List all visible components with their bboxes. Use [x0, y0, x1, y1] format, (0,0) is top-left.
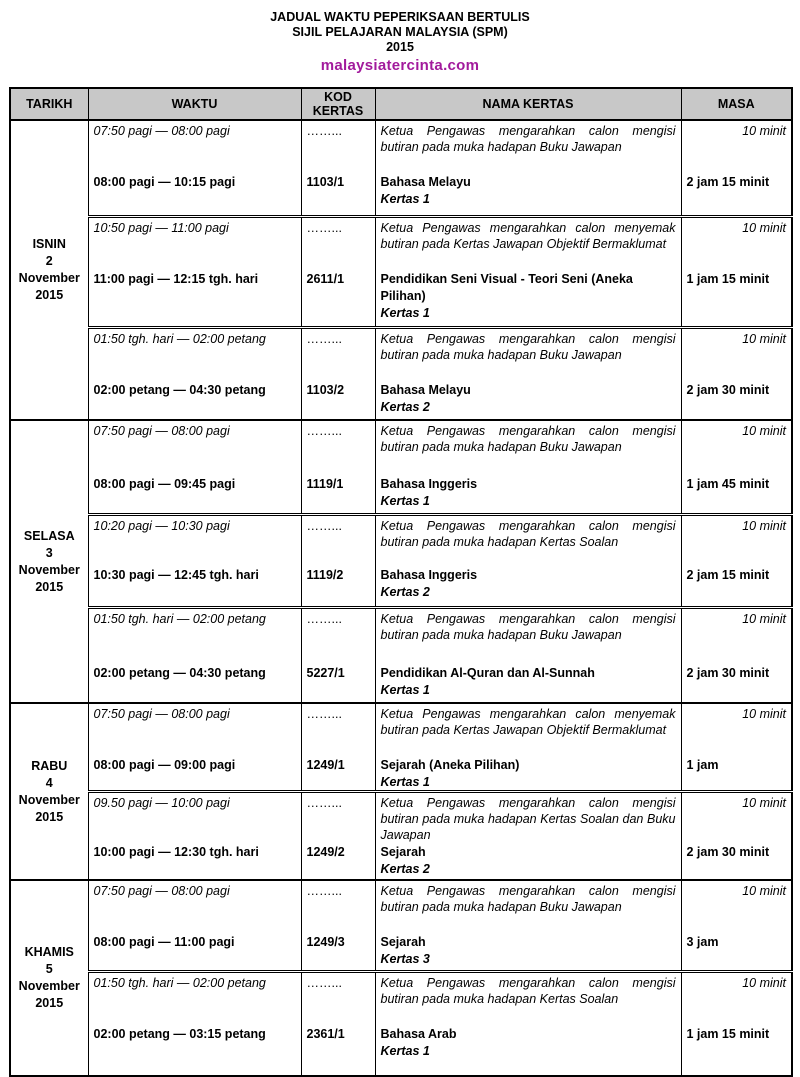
time-cell [88, 972, 301, 1077]
code-cell [301, 792, 375, 881]
paper-cell-content [376, 121, 681, 215]
time-value: 11:00 pagi — 12:15 tgh. hari [93, 272, 259, 286]
paper-title [376, 1026, 681, 1060]
code-cell-content [302, 121, 375, 215]
subject-name: Pendidikan Al-Quran dan Al-Sunnah [380, 666, 595, 680]
paper-cell [375, 880, 681, 972]
paper-title [376, 271, 681, 322]
time-cell [88, 217, 301, 328]
paper-title [376, 567, 681, 601]
exam-schedule-table [9, 87, 793, 1077]
subject-name: Sejarah (Aneka Pilihan) [380, 758, 520, 772]
code-preparation: ……... [306, 707, 342, 721]
time-cell [88, 328, 301, 421]
time-cell-content [89, 516, 301, 606]
time-cell [88, 792, 301, 881]
paper-cell-content [376, 609, 681, 702]
code-cell-content [302, 329, 375, 419]
paper-title [376, 174, 681, 208]
paper-number: Kertas 3 [380, 952, 430, 966]
paper-cell [375, 792, 681, 881]
date-num: 3 [45, 545, 53, 560]
date-month: November [18, 562, 80, 577]
paper-title [376, 757, 681, 791]
code-preparation: ……... [306, 519, 342, 533]
site-watermark: malaysiatercinta.com [320, 57, 480, 74]
paper-title [376, 382, 681, 416]
paper-cell [375, 703, 681, 792]
paper-number: Kertas 2 [380, 862, 430, 876]
paper-number: Kertas 1 [380, 494, 430, 508]
code-cell-content [302, 218, 375, 326]
date-year: 2015 [35, 809, 64, 824]
subject-name: Sejarah [380, 935, 426, 949]
duration-cell-content [682, 704, 792, 790]
subject-name: Bahasa Arab [380, 1027, 457, 1041]
code-value: 1119/1 [306, 477, 344, 491]
subject-name: Sejarah [380, 845, 426, 859]
paper-cell-content [376, 421, 681, 513]
time-preparation: 01:50 tgh. hari — 02:00 petang [93, 612, 266, 626]
duration-preparation: 10 minit [742, 707, 786, 721]
subject-name: Pendidikan Seni Visual - Teori Seni (Aneka Pilihan) [380, 272, 633, 303]
col-header-time: WAKTU [88, 88, 301, 120]
paper-cell [375, 420, 681, 515]
code-cell-content [302, 973, 375, 1075]
time-cell-content [89, 218, 301, 326]
code-value: 1103/1 [306, 175, 345, 189]
duration-cell-content [682, 793, 792, 879]
time-preparation: 09.50 pagi — 10:00 pagi [93, 796, 230, 810]
date-name: SELASA [23, 528, 75, 543]
date-cell [10, 880, 88, 1076]
code-value: 1249/1 [306, 758, 345, 772]
col-header-duration: MASA [681, 88, 792, 120]
time-preparation: 01:50 tgh. hari — 02:00 petang [93, 332, 266, 346]
duration-preparation: 10 minit [742, 884, 786, 898]
time-cell-content [89, 609, 301, 702]
paper-cell [375, 217, 681, 328]
time-preparation: 07:50 pagi — 08:00 pagi [93, 884, 230, 898]
time-value: 08:00 pagi — 11:00 pagi [93, 935, 235, 949]
document-header [0, 0, 800, 55]
instruction-text: Ketua Pengawas mengarahkan calon menyemak butiran pada Kertas Jawapan Objektif Bermaklumat [380, 221, 676, 251]
col-header-paper-name: NAMA KERTAS [375, 88, 681, 120]
instruction-text: Ketua Pengawas mengarahkan calon mengisi butiran pada muka hadapan Buku Jawapan [380, 332, 676, 362]
duration-cell [681, 515, 792, 608]
date-month: November [18, 979, 80, 993]
time-value: 02:00 petang — 03:15 petang [93, 1027, 266, 1041]
code-cell [301, 880, 375, 972]
date-name: RABU [31, 758, 68, 773]
instruction-text: Ketua Pengawas mengarahkan calon mengisi butiran pada muka hadapan Buku Jawapan [380, 884, 676, 914]
code-preparation: ……... [306, 332, 342, 346]
paper-cell-content [376, 881, 681, 970]
duration-preparation: 10 minit [742, 612, 786, 626]
code-cell-content [302, 704, 375, 790]
duration-cell [681, 328, 792, 421]
date-cell [10, 703, 88, 880]
table-row [10, 703, 792, 792]
time-cell [88, 515, 301, 608]
duration-cell-content [682, 881, 792, 970]
date-year: 2015 [35, 288, 64, 302]
duration-cell [681, 420, 792, 515]
time-preparation: 10:20 pagi — 10:30 pagi [93, 519, 230, 533]
paper-number: Kertas 2 [380, 400, 430, 414]
table-row [10, 217, 792, 328]
code-cell-content [302, 516, 375, 606]
duration-value: 2 jam 15 minit [686, 568, 770, 582]
duration-preparation: 10 minit [742, 332, 786, 346]
paper-cell-content [376, 218, 681, 326]
duration-cell-content [682, 609, 792, 702]
code-value: 1249/2 [306, 845, 345, 859]
code-preparation: ……... [306, 221, 342, 235]
time-preparation: 07:50 pagi — 08:00 pagi [93, 707, 230, 721]
header-title: JADUAL WAKTU PEPERIKSAAN BERTULIS [270, 10, 530, 24]
code-preparation: ……... [306, 884, 342, 898]
duration-preparation: 10 minit [742, 124, 786, 138]
time-cell [88, 880, 301, 972]
code-value: 1119/2 [306, 568, 344, 582]
table-row [10, 972, 792, 1077]
code-cell [301, 515, 375, 608]
time-preparation: 10:50 pagi — 11:00 pagi [93, 221, 229, 235]
time-value: 02:00 petang — 04:30 petang [93, 666, 266, 680]
code-cell-content [302, 881, 375, 970]
instruction-text: Ketua Pengawas mengarahkan calon mengisi butiran pada muka hadapan Kertas Soalan [380, 519, 676, 549]
instruction-text: Ketua Pengawas mengarahkan calon mengisi butiran pada muka hadapan Kertas Soalan [380, 976, 676, 1006]
instruction-text: Ketua Pengawas mengarahkan calon mengisi butiran pada muka hadapan Buku Jawapan [380, 124, 676, 154]
time-value: 08:00 pagi — 09:00 pagi [93, 758, 236, 772]
code-cell [301, 608, 375, 704]
table-row [10, 608, 792, 704]
date-num: 5 [45, 962, 53, 976]
code-preparation: ……... [306, 796, 342, 810]
paper-title [376, 844, 681, 878]
paper-title [376, 665, 681, 699]
paper-title [376, 476, 681, 510]
code-value: 5227/1 [306, 666, 345, 680]
paper-number: Kertas 1 [380, 775, 430, 789]
col-header-date: TARIKH [10, 88, 88, 120]
time-value: 08:00 pagi — 10:15 pagi [93, 175, 236, 189]
time-value: 10:30 pagi — 12:45 tgh. hari [93, 568, 259, 582]
code-value: 2361/1 [306, 1027, 345, 1041]
time-cell [88, 120, 301, 217]
code-cell [301, 420, 375, 515]
instruction-text: Ketua Pengawas mengarahkan calon mengisi butiran pada muka hadapan Buku Jawapan [380, 424, 676, 454]
date-name: ISNIN [32, 237, 66, 251]
paper-number: Kertas 1 [380, 192, 430, 206]
duration-value: 2 jam 15 minit [686, 175, 770, 189]
duration-value: 1 jam 15 minit [686, 1027, 770, 1041]
paper-cell [375, 120, 681, 217]
paper-cell-content [376, 973, 681, 1075]
table-row [10, 120, 792, 217]
date-name: KHAMIS [24, 945, 74, 959]
subject-name: Bahasa Melayu [380, 383, 471, 397]
code-cell-content [302, 421, 375, 513]
time-cell-content [89, 973, 301, 1075]
date-year: 2015 [35, 996, 64, 1010]
header-year: 2015 [386, 40, 414, 54]
duration-cell-content [682, 973, 792, 1075]
date-num: 2 [45, 254, 53, 268]
code-preparation: ……... [306, 976, 342, 990]
code-cell [301, 217, 375, 328]
date-cell [10, 420, 88, 703]
duration-preparation: 10 minit [742, 424, 786, 438]
duration-cell-content [682, 121, 792, 215]
paper-title [376, 934, 681, 968]
header-subtitle: SIJIL PELAJARAN MALAYSIA (SPM) [292, 25, 508, 39]
duration-cell [681, 703, 792, 792]
time-value: 08:00 pagi — 09:45 pagi [93, 477, 236, 491]
date-month: November [18, 792, 80, 807]
paper-number: Kertas 1 [380, 1044, 430, 1058]
instruction-text: Ketua Pengawas mengarahkan calon mengisi butiran pada muka hadapan Buku Jawapan [380, 612, 676, 642]
table-header-row [10, 88, 792, 120]
duration-cell [681, 972, 792, 1077]
duration-cell [681, 217, 792, 328]
table-row [10, 328, 792, 421]
time-cell-content [89, 121, 301, 215]
instruction-text: Ketua Pengawas mengarahkan calon mengisi butiran pada muka hadapan Kertas Soalan dan Buku Jawapan [380, 796, 676, 842]
duration-value: 1 jam 45 minit [686, 477, 770, 491]
code-cell [301, 328, 375, 421]
paper-cell [375, 328, 681, 421]
duration-cell-content [682, 516, 792, 606]
paper-number: Kertas 1 [380, 306, 430, 320]
code-value: 2611/1 [306, 272, 345, 286]
paper-number: Kertas 2 [380, 585, 430, 599]
time-preparation: 07:50 pagi — 08:00 pagi [93, 124, 230, 138]
subject-name: Bahasa Melayu [380, 175, 471, 189]
date-num: 4 [45, 775, 53, 790]
paper-number: Kertas 1 [380, 683, 430, 697]
code-value: 1103/2 [306, 383, 345, 397]
paper-cell [375, 515, 681, 608]
code-cell [301, 703, 375, 792]
time-preparation: 07:50 pagi — 08:00 pagi [93, 424, 230, 438]
duration-preparation: 10 minit [742, 796, 786, 810]
time-value: 10:00 pagi — 12:30 tgh. hari [93, 845, 259, 859]
table-row [10, 515, 792, 608]
duration-preparation: 10 minit [742, 519, 786, 533]
duration-cell-content [682, 218, 792, 326]
paper-cell-content [376, 329, 681, 419]
table-row [10, 792, 792, 881]
time-cell-content [89, 421, 301, 513]
duration-cell-content [682, 421, 792, 513]
date-month: November [18, 271, 80, 285]
instruction-text: Ketua Pengawas mengarahkan calon menyemak butiran pada Kertas Jawapan Objektif Bermaklumat [380, 707, 676, 737]
table-row [10, 420, 792, 515]
code-preparation: ……... [306, 424, 342, 438]
duration-cell-content [682, 329, 792, 419]
time-value: 02:00 petang — 04:30 petang [93, 383, 266, 397]
paper-cell [375, 608, 681, 704]
duration-preparation: 10 minit [742, 221, 786, 235]
code-preparation: ……... [306, 124, 342, 138]
code-cell [301, 120, 375, 217]
time-cell [88, 703, 301, 792]
subject-name: Bahasa Inggeris [380, 568, 478, 582]
duration-value: 1 jam [686, 758, 719, 772]
table-row [10, 880, 792, 972]
duration-cell [681, 880, 792, 972]
time-cell [88, 420, 301, 515]
time-preparation: 01:50 tgh. hari — 02:00 petang [93, 976, 266, 990]
col-header-code: KOD KERTAS [301, 88, 375, 120]
paper-cell-content [376, 516, 681, 606]
time-cell-content [89, 793, 301, 879]
duration-cell [681, 120, 792, 217]
duration-value: 3 jam [686, 935, 719, 949]
code-cell [301, 972, 375, 1077]
time-cell-content [89, 881, 301, 970]
date-cell [10, 120, 88, 420]
code-cell-content [302, 793, 375, 879]
subject-name: Bahasa Inggeris [380, 477, 478, 491]
paper-cell-content [376, 704, 681, 790]
code-value: 1249/3 [306, 935, 345, 949]
time-cell-content [89, 329, 301, 419]
code-cell-content [302, 609, 375, 702]
date-year: 2015 [35, 579, 64, 594]
time-cell [88, 608, 301, 704]
time-cell-content [89, 704, 301, 790]
duration-cell [681, 792, 792, 881]
duration-value: 1 jam 15 minit [686, 272, 770, 286]
code-preparation: ……... [306, 612, 342, 626]
paper-cell [375, 972, 681, 1077]
duration-value: 2 jam 30 minit [686, 845, 770, 859]
duration-value: 2 jam 30 minit [686, 666, 770, 680]
duration-cell [681, 608, 792, 704]
paper-cell-content [376, 793, 681, 879]
duration-value: 2 jam 30 minit [686, 383, 770, 397]
duration-preparation: 10 minit [742, 976, 786, 990]
